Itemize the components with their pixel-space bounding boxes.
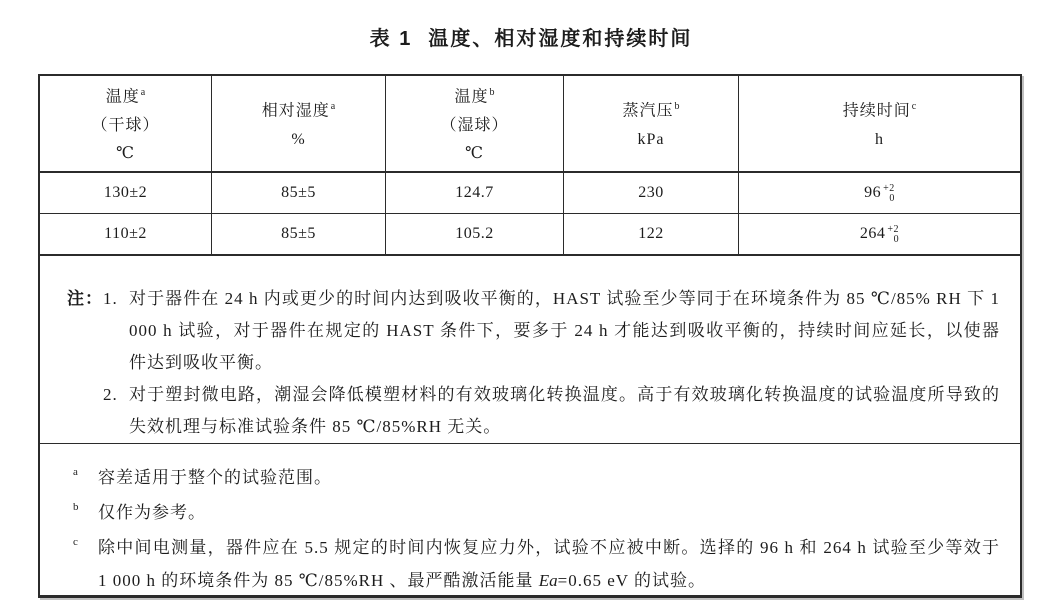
footnotes-section [40,444,1020,597]
footnote-text: 除中间电测量，器件应在 5.5 规定的时间内恢复应力外，试验不应被中断。选择的 96 h 和 264 h 试验至少等效于 1 000 h 的环境条件为 85 ℃/85%RH 、最严酷激活能量 Ea=0.65 eV 的试验。 [98,538,1000,590]
cell-wet-bulb: 105.2 [386,214,564,254]
note-label-spacer [67,379,103,443]
cell-dry-bulb: 110±2 [40,214,212,254]
footnote-marker-b: b [73,501,79,513]
table-number: 表 1 [369,28,413,50]
header-unit: kPa [637,130,665,148]
header-line: （湿球） [440,116,509,134]
cell-wet-bulb: 124.7 [386,173,564,213]
note-item [67,379,1000,443]
activation-energy-symbol: Ea [538,571,558,590]
note-text: 对于塑封微电路，潮湿会降低模塑材料的有效玻璃化转换温度。高于有效玻璃化转换温度的试验温度所导致的失效机理与标准试验条件 85 ℃/85%RH 无关。 [129,385,1000,436]
header-line: 温度$^a$ [105,87,146,106]
header-line: 相对湿度$^a$ [261,101,336,120]
duration-tolerance: +2 0 [887,224,900,245]
footnote-ref-a: a [140,87,146,99]
cell-vapor-pressure: 122 [564,214,739,254]
duration-value: 264 [859,225,886,242]
duration-value: 96 [864,184,882,201]
cell-duration [739,173,1020,213]
footnote-ref-b: b [489,87,495,99]
footnote-marker-a: a [73,466,78,478]
note-number: 2. [103,385,118,404]
cell-dry-bulb: 130±2 [40,173,212,213]
cell-vapor-pressure: 230 [564,173,739,213]
header-unit: ℃ [465,144,484,162]
cell-duration [739,214,1020,254]
hast-conditions-table [38,74,1022,598]
footnote-ref-b: b [674,101,680,113]
footnote-ref-c: c [911,101,917,113]
header-line: 持续时间$^c$ [842,101,917,120]
note-item [67,283,1000,379]
footnote-item [70,531,1000,597]
note-number: 1. [103,289,118,308]
cell-relative-humidity: 85±5 [212,214,386,254]
footnote-item [70,496,1000,529]
table-header-row [40,76,1020,173]
footnote-text: 容差适用于整个的试验范围。 [98,468,332,487]
duration-tolerance: +2 0 [883,183,895,204]
footnote-marker-c: c [73,536,78,548]
header-line: （干球） [91,116,160,134]
footnote-text: 仅作为参考。 [98,503,206,522]
header-cell-wet-bulb-temp [386,76,564,171]
header-line: 温度$^b$ [454,87,495,106]
footnote-item [70,461,1000,494]
cell-relative-humidity: 85±5 [212,173,386,213]
table-title-text: 温度、相对湿度和持续时间 [428,28,693,50]
header-unit: % [291,130,306,148]
header-unit: ℃ [116,144,135,162]
table-row [40,214,1020,256]
note-label: 注： [67,289,103,308]
table-row [40,173,1020,214]
page-title [0,22,1062,51]
footnote-ref-a: a [330,101,336,113]
header-line: 蒸汽压$^b$ [622,101,680,120]
notes-section [40,256,1020,444]
header-cell-dry-bulb-temp [40,76,212,171]
header-cell-vapor-pressure [564,76,739,171]
header-cell-relative-humidity [212,76,386,171]
note-text: 对于器件在 24 h 内或更少的时间内达到吸收平衡的，HAST 试验至少等同于在环境条件为 85 ℃/85% RH 下 1 000 h 试验，对于器件在规定的 HAST 条件下，要多于 24 h 才能达到吸收平衡的，持续时间应延长，以使器件达到吸收平衡。 [129,289,1000,372]
header-unit: h [875,130,884,148]
header-cell-duration [739,76,1020,171]
